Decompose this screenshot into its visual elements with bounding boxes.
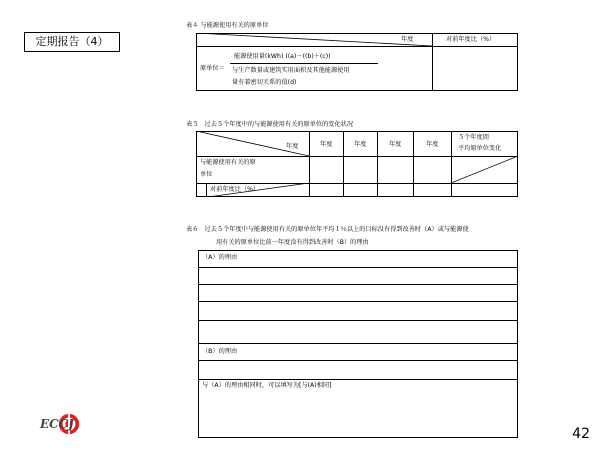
table5-year-header: 年度 [426,141,439,148]
table5-year-header: 年度 [389,141,402,148]
table4 [196,33,518,91]
table4-formula-numerator: 能源使用量(kWh) ((a)－((b)＋(c)) [234,53,331,60]
table4-caption: 表４ 与能源使用有关的原单位 [186,22,269,29]
table6 [198,250,518,438]
table5-year-header: 年度 [354,141,367,148]
table5-row1-label-1: 与能源使用有关的原 [200,159,256,166]
table5-caption: 表５ 过去５个年度中的与能源使用有关的原单位的变化状况 [186,121,354,128]
table4-col-ratio: 对前年度比（%） [446,36,496,43]
table4-formula-denominator-1: 与生产数量或建筑实用面积及其他能源使用 [232,67,350,74]
table5-avg-diagonal [451,156,518,184]
table6-same-note: 与（A）的理由相同时，可以填写为[与(A)相同] [202,382,332,389]
table6-caption-2: 用有关的原单位比前一年度没有得到改善时（B）的理由 [216,239,369,246]
report-badge: 定期报告（4） [24,32,120,52]
table5-row1-label-2: 单位 [200,171,213,178]
table5-year-header: 年度 [286,143,299,150]
table4-formula-denominator-2: 量有着密切关系的值(d) [232,79,297,86]
table4-label: 原单位＝ [200,65,225,72]
table5-year-header: 年度 [320,141,333,148]
table5 [196,131,518,197]
table6-reason-a: （A）的理由 [202,254,238,261]
logo-text: ECCJ [40,417,74,431]
table4-col-year: 年度 [401,36,414,43]
table6-reason-b: （B）的理由 [202,348,238,355]
table6-caption-1: 表６ 过去５个年度中与能源使用有关的原单位年平均１％以上的目标没有得到改善时（A）或与能源使 [186,226,469,233]
table5-avg-header-2: 平均原单位变化 [458,145,502,152]
page-number: 42 [572,426,590,442]
table5-row2-label: 对前年度比（%） [210,186,260,193]
table4-header-diagonal [196,33,432,47]
table5-avg-header-1: ５个年度間 [458,134,489,141]
